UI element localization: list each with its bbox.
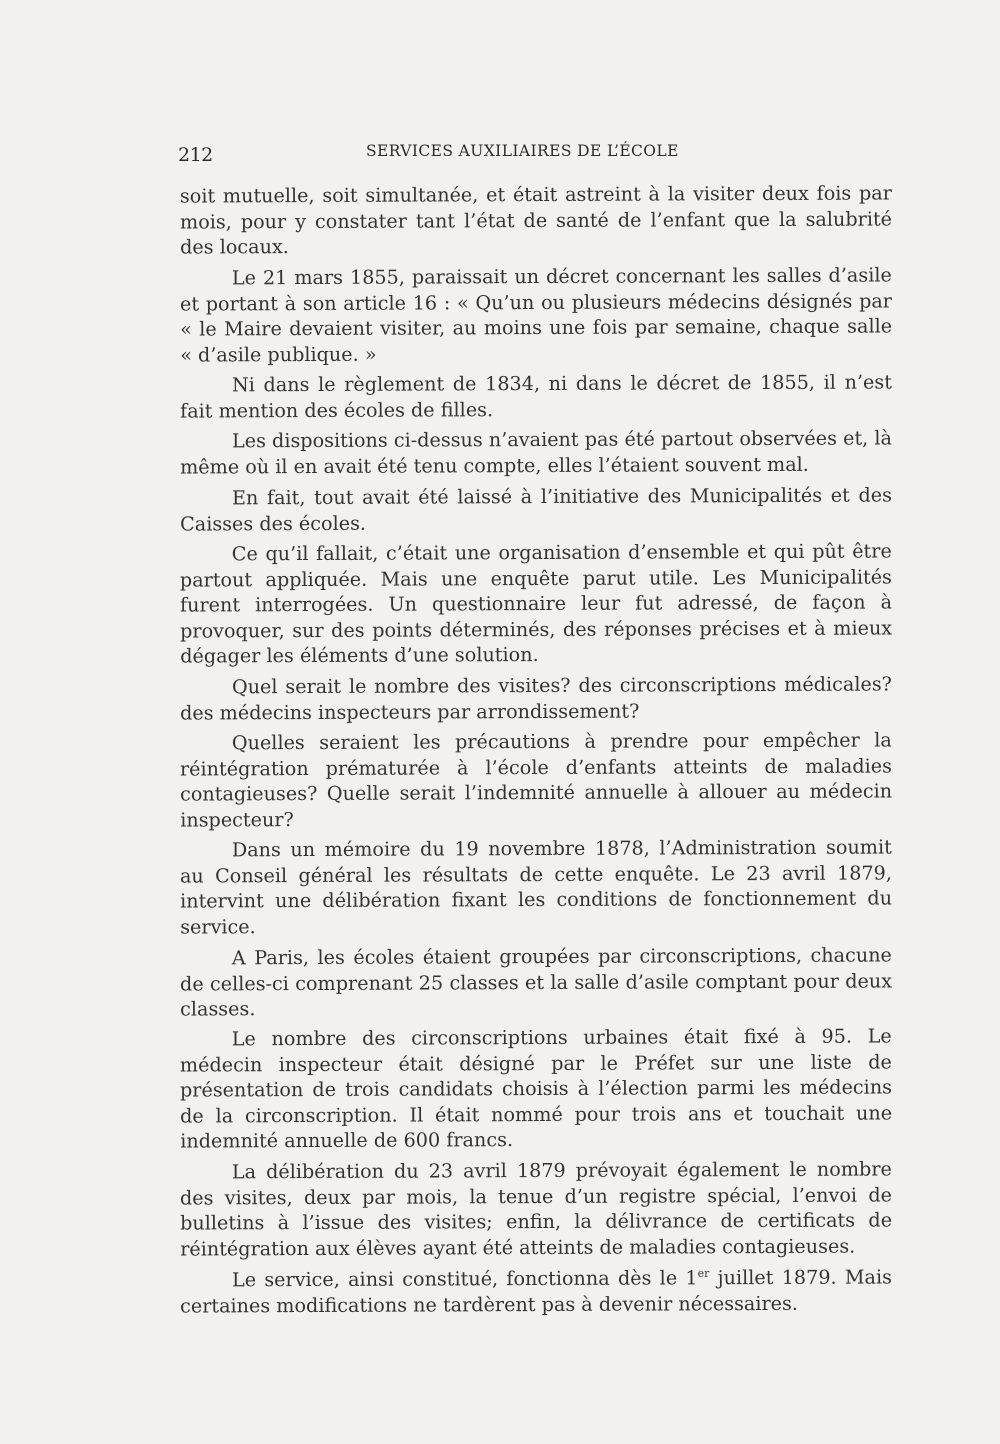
body-text	[180, 182, 892, 1322]
paragraph: Quel serait le nombre des visites? des circonscriptions médicales? des médecins inspecteurs par arrondissement?	[180, 672, 892, 724]
paragraph: Le 21 mars 1855, paraissait un décret concernant les salles d’asile et portant à son article 16 : « Qu’un ou plusieurs médecins désignés par « le Maire devaient visiter, au moins une fois par semaine, chaque salle « d’asile publique. »	[179, 263, 893, 367]
page-number: 212	[178, 144, 213, 166]
paragraph: Ce qu’il fallait, c’était une organisation d’ensemble et qui pût être partout appliquée. Mais une enquête parut utile. Les Municipalités furent interrogées. Un questionnaire leur fut adressé, de façon à provoquer, sur des points déterminés, des réponses précises et à mieux dégager les éléments d’une solution.	[179, 539, 893, 668]
paragraph: La délibération du 23 avril 1879 prévoyait également le nombre des visites, deux par mois, la tenue d’un registre spécial, l’envoi de bulletins à l’issue des visites; enfin, la délivrance de certificats de réintégration aux élèves ayant été atteints de maladies contagieuses.	[179, 1157, 893, 1261]
superscript-er: er	[697, 1266, 710, 1280]
paragraph-text: juillet 1879. Mais certaines modifications ne tardèrent pas à devenir nécessaires.	[180, 1265, 892, 1317]
paragraph: Le nombre des circonscriptions urbaines était fixé à 95. Le médecin inspecteur était désigné par le Préfet sur une liste de présentation de trois candidats choisis à l’élection parmi les médecins de la circonscription. Il était nommé pour trois ans et touchait une indemnité annuelle de 600 francs.	[179, 1024, 893, 1154]
paragraph-text: Le service, ainsi constitué, fonctionna dès le 1	[231, 1266, 698, 1292]
paragraph: Les dispositions ci-dessus n’avaient pas été partout observées et, là même où il en avait été tenu compte, elles l’étaient souvent mal.	[180, 426, 892, 479]
paragraph: En fait, tout avait été laissé à l’initiative des Municipalités et des Caisses des écoles.	[180, 482, 892, 535]
paragraph-last	[180, 1264, 892, 1318]
paragraph: A Paris, les écoles étaient groupées par circonscriptions, chacune de celles-ci comprenant 25 classes et la salle d’asile comptant pour deux classes.	[179, 943, 893, 1021]
paragraph: Dans un mémoire du 19 novembre 1878, l’Administration soumit au Conseil général les résultats de cette enquête. Le 23 avril 1879, intervint une délibération fixant les conditions de fonctionnement du service.	[179, 835, 893, 939]
running-title: SERVICES AUXILIAIRES DE L’ÉCOLE	[366, 142, 679, 160]
running-header	[178, 140, 890, 170]
paragraph: Quelles seraient les précautions à prendre pour empêcher la réintégration prématurée à l’école d’enfants atteints de maladies contagieuses? Quelle serait l’indemnité annuelle à allouer au médecin inspecteur?	[179, 728, 893, 832]
paragraph: Ni dans le règlement de 1834, ni dans le décret de 1855, il n’est fait mention des écoles de filles.	[180, 370, 892, 423]
paragraph-continued: soit mutuelle, soit simultanée, et était astreint à la visiter deux fois par mois, pour y constater tant l’état de santé de l’enfant que la salubrité des locaux.	[179, 181, 893, 259]
